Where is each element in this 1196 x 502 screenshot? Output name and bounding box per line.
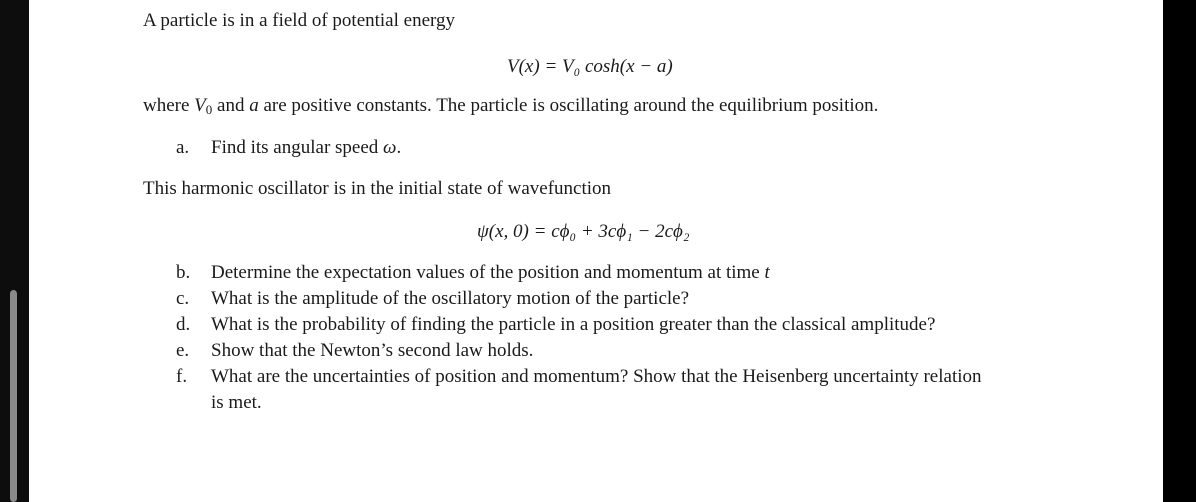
document-page xyxy=(29,0,1163,502)
where-pre: where xyxy=(143,95,190,116)
question-a-text xyxy=(211,136,401,160)
where-post: are positive constants. The particle is oscillating around the equilibrium position. xyxy=(263,95,879,116)
question-a-end: . xyxy=(396,137,402,158)
intro-text: A particle is in a field of potential energy xyxy=(143,10,455,31)
question-c-text: What is the amplitude of the oscillatory motion of the particle? xyxy=(211,288,690,309)
a-symbol: a xyxy=(249,95,259,116)
where-line xyxy=(143,94,878,118)
omega-symbol: ω xyxy=(383,137,397,158)
v0-subscript: 0 xyxy=(205,102,213,117)
question-c-label: c. xyxy=(176,288,190,309)
t-symbol: t xyxy=(764,262,770,283)
oscillator-intro: This harmonic oscillator is in the initial state of wavefunction xyxy=(143,178,612,199)
potential-equation: V(x) = V₀ cosh(x − a) xyxy=(507,56,673,77)
question-e-label: e. xyxy=(176,340,190,361)
question-f-continuation: is met. xyxy=(211,392,262,413)
where-mid: and xyxy=(217,95,245,116)
question-b-label: b. xyxy=(176,262,191,283)
question-a-label: a. xyxy=(176,137,190,158)
question-f-label: f. xyxy=(176,366,188,387)
wavefunction-equation: ψ(x, 0) = cϕ₀ + 3cϕ₁ − 2cϕ₂ xyxy=(477,221,690,242)
question-d-text: What is the probability of finding the particle in a position greater than the classical amplitude? xyxy=(211,314,936,335)
right-dark-margin xyxy=(1163,0,1196,502)
left-dark-margin xyxy=(0,0,29,502)
question-e-text: Show that the Newton’s second law holds. xyxy=(211,340,534,361)
question-b-text xyxy=(211,261,770,285)
question-b-body: Determine the expectation values of the position and momentum at time xyxy=(211,262,765,283)
scrollbar-thumb[interactable] xyxy=(10,290,17,502)
question-a-body: Find its angular speed xyxy=(211,137,384,158)
v0-symbol: V xyxy=(194,95,206,116)
question-f-text: What are the uncertainties of position and momentum? Show that the Heisenberg uncertainty relation xyxy=(211,366,982,387)
question-d-label: d. xyxy=(176,314,191,335)
